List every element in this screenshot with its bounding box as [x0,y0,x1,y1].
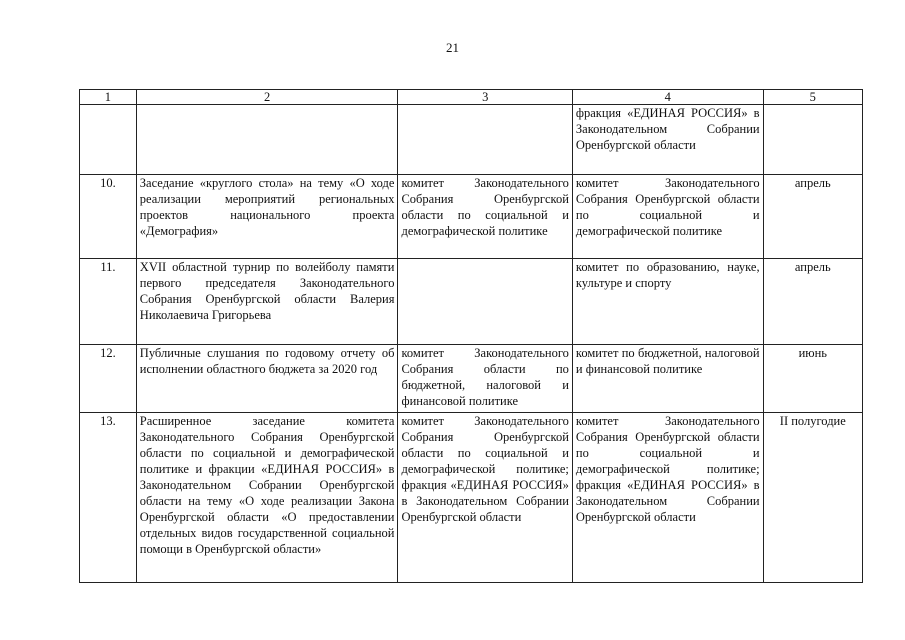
date-cell: июнь [763,345,862,413]
date-cell: апрель [763,175,862,259]
responsible-cell: комитет Законодательного Собрания Оренбургской области по социальной и демографической политике [398,175,572,259]
responsible-cell [398,105,572,175]
column-header: 4 [572,90,763,105]
event-cell: Публичные слушания по годовому отчету об исполнении областного бюджета за 2020 год [136,345,398,413]
row-number: 13. [80,413,137,583]
table-row [80,259,863,345]
event-cell: Заседание «круглого стола» на тему «О ходе реализации мероприятий региональных проектов национального проекта «Демография» [136,175,398,259]
table-row [80,175,863,259]
table-row [80,105,863,175]
participants-cell: фракция «ЕДИНАЯ РОССИЯ» в Законодательном Собрании Оренбургской области [572,105,763,175]
participants-cell: комитет по образованию, науке, культуре и спорту [572,259,763,345]
event-plan-table [79,89,863,583]
date-cell [763,105,862,175]
date-cell: II полугодие [763,413,862,583]
responsible-cell [398,259,572,345]
column-header: 1 [80,90,137,105]
participants-cell: комитет Законодательного Собрания Оренбургской области по социальной и демографической политике; фракция «ЕДИНАЯ РОССИЯ» в Законодательном Собрании Оренбургской области [572,413,763,583]
table-header-row [80,90,863,105]
row-number: 10. [80,175,137,259]
date-cell: апрель [763,259,862,345]
event-cell: XVII областной турнир по волейболу памяти первого председателя Законодательного Собрания Оренбургской области Валерия Николаевича Григорьева [136,259,398,345]
row-number: 12. [80,345,137,413]
responsible-cell: комитет Законодательного Собрания области по бюджетной, налоговой и финансовой политике [398,345,572,413]
page-number: 21 [446,40,459,55]
column-header: 5 [763,90,862,105]
participants-cell: комитет Законодательного Собрания Оренбургской области по социальной и демографической политике [572,175,763,259]
event-cell [136,105,398,175]
event-cell: Расширенное заседание комитета Законодательного Собрания Оренбургской области по социальной и демографической политике и фракции «ЕДИНАЯ РОССИЯ» в Законодательном Собрании Оренбургской области на тему «О ходе реализации Закона Оренбургской области «О предоставлении отдельных видов государственной социальной помощи в Оренбургской области» [136,413,398,583]
participants-cell: комитет по бюджетной, налоговой и финансовой политике [572,345,763,413]
row-number [80,105,137,175]
row-number: 11. [80,259,137,345]
table-row [80,413,863,583]
responsible-cell: комитет Законодательного Собрания Оренбургской области по социальной и демографической политике; фракция «ЕДИНАЯ РОССИЯ» в Законодательном Собрании Оренбургской области [398,413,572,583]
table-row [80,345,863,413]
column-header: 3 [398,90,572,105]
column-header: 2 [136,90,398,105]
